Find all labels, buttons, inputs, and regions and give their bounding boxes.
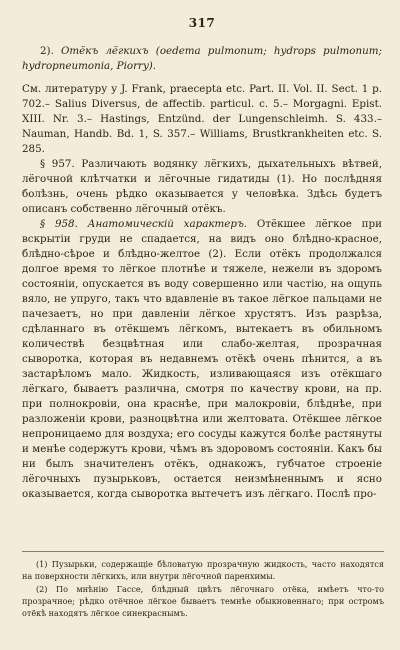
footnotes [22, 558, 384, 619]
latin-synonyms: (oedema pulmonum; hydrops pulmonum; hydropneumonia, Piorry). [22, 45, 382, 72]
paragraph-957: § 957. Различають водянку лёгкихъ, дыхательныхъ вѣтвей, лёгочной клѣтчатки и лёгочные гидатиды (1). Но послѣдняя болѣзнь, очень рѣдко оказывается у человѣка. Здѣсь будетъ описанъ собственно лёгочный отёкъ. [22, 158, 382, 215]
literature-paragraph: См. литературу у J. Frank, praecepta etc. Part. II. Vol. II. Sect. 1 p. 702.– Salius Diversus, de affectib. particul. c. 5.– Morgagni. Epist. XIII. Nr. 3.– Hastings, Entzünd. der Lungenschleimh. S. 433.– Nauman, Handb. Bd. 1, S. 357.– Williams, Brustkrankheiten etc. S. 285. [22, 83, 382, 155]
footnote-1: (1) Пузырьки, содержащіе бѣловатую прозрачную жидкость, часто находятся на поверхности лёгкихъ, или внутри лёгочной паренхимы. [22, 559, 384, 582]
section-heading-oedema [22, 44, 382, 74]
footnote-divider [22, 551, 384, 552]
page-number: 317 [188, 16, 216, 30]
paragraph-958-heading: § 958. Анатомическій характеръ. [40, 218, 248, 230]
paragraph-958-text: Отёкшее лёгкое при вскрытіи груди не спадается, на видъ оно блѣдно-красное, блѣдно-сѣрое и блѣдно-желтое (2). Если отёкъ продолжался долгое время то лёгкое плотнѣе и тяжеле, нежели въ здоромъ состояніи, опускается въ воду совершенно или частію, на ощупь вяло, не упруго, такъ что вдавленіе въ такое лёгкое пальцами не пачезаетъ, но при давленіи лёгкое хрустятъ. Изъ разрѣза, сдѣланнаго въ отёкшемъ лёгкомъ, вытекаетъ въ обильномъ количествѣ безцвѣтная или слабо-желтая, прозрачная сыворотка, которая въ недавнемъ отёкѣ очень пѣнится, а въ застарѣломъ мало. Жидкость, изливающаяся изъ отёкшаго лёгкаго, бываетъ различна, смотря по качеству крови, на пр. при полнокровіи, она краснѣе, при малокровіи, блѣднѣе, при разложеніи крови, разноцвѣтна или желтовата. Отёкшее лёгкое непроницаемо для воздуха; его сосуды кажутся болѣе растянуты и менѣе содержутъ крови, чѣмъ въ здоровомъ состояніи. Какъ бы ни былъ значителенъ отёкъ, однакожъ, губчатое строеніе лёгочныхъ пузырьковъ, остается неизмѣненнымъ и ясно оказывается, когда сыворотка вытечетъ изъ лёгкаго. Послѣ про- [22, 218, 382, 500]
section-title: Отёкъ лёгкихъ [60, 45, 149, 57]
paragraph-958 [22, 217, 382, 502]
section-number: 2). [40, 45, 61, 57]
footnote-2: (2) По мнѣнію Гассе, блѣдный цвѣтъ лёгочнаго отёка, имѣетъ что-то прозрачное; рѣдко отёчное лёгкое бываетъ темнѣе обыкновеннаго; при остромъ отёкѣ находятъ лёгкое синекраснымъ. [22, 583, 384, 619]
